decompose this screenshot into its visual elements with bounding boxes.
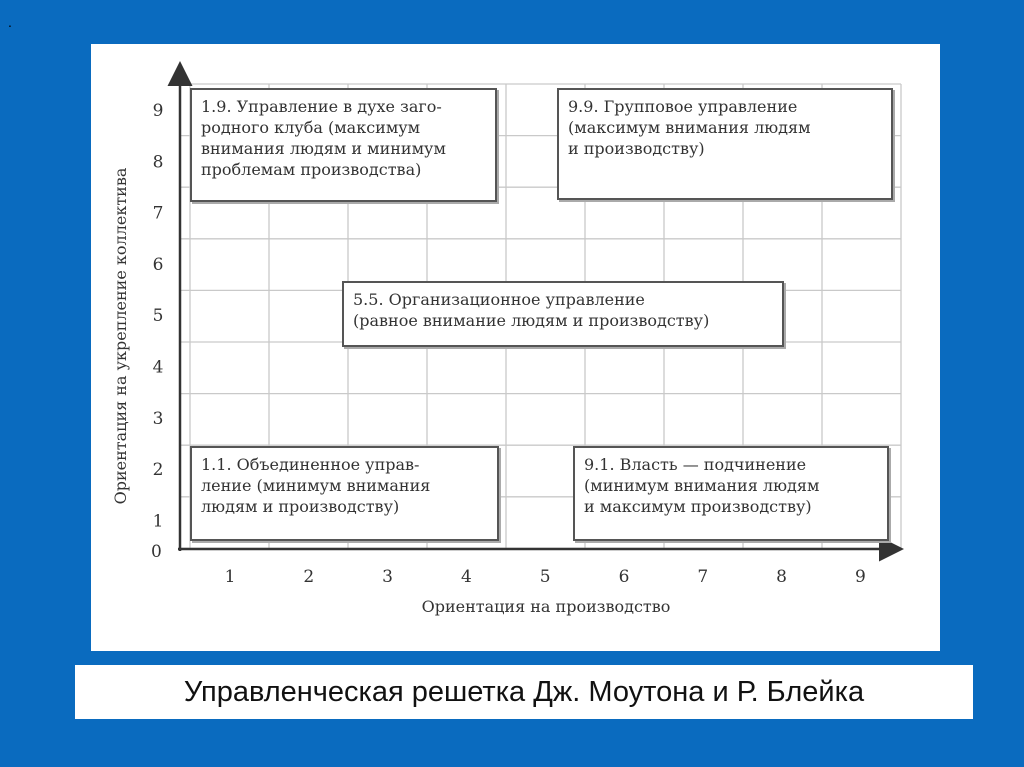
y-tick-label: 9: [152, 101, 164, 121]
x-tick-label: 5: [539, 567, 551, 587]
origin-label: 0: [151, 542, 162, 562]
x-tick-label: 3: [382, 567, 394, 587]
y-tick-label: 2: [152, 460, 164, 481]
y-tick-label: 7: [152, 203, 164, 224]
y-tick-label: 3: [152, 408, 164, 429]
box-country-club: 1.9. Управление в духе заго- родного клуба (максимум внимания людям и минимум проблемам производства): [190, 88, 497, 202]
y-tick-label: 8: [152, 152, 164, 173]
box-authority-compliance: 9.1. Власть — подчинение (минимум внимания людям и максимум производству): [573, 446, 889, 541]
y-tick-label: 1: [152, 511, 164, 532]
y-tick-label: 5: [152, 306, 164, 327]
box-middle-road: 5.5. Организационное управление (равное внимание людям и производству): [342, 281, 784, 347]
box-team-management: 9.9. Групповое управление (максимум внимания людям и производству): [557, 88, 893, 200]
corner-mark: .: [8, 14, 12, 30]
box-impoverished: 1.1. Объединенное управ- ление (минимум внимания людям и производству): [190, 446, 499, 541]
y-tick-label: 4: [152, 357, 164, 378]
x-axis-label: Ориентация на производство: [421, 597, 671, 616]
x-tick-label: 6: [618, 567, 630, 587]
y-axis-label: Ориентация на укрепление коллектива: [111, 167, 130, 505]
diagram-panel: [91, 44, 940, 651]
x-tick-label: 7: [697, 567, 709, 587]
caption: Управленческая решетка Дж. Моутона и Р. Блейка: [75, 665, 973, 719]
x-tick-label: 4: [460, 567, 472, 587]
y-tick-label: 6: [152, 254, 164, 275]
x-tick-label: 8: [776, 567, 788, 587]
x-tick-label: 1: [224, 567, 236, 587]
x-tick-label: 2: [303, 567, 315, 587]
x-tick-label: 9: [854, 567, 866, 587]
